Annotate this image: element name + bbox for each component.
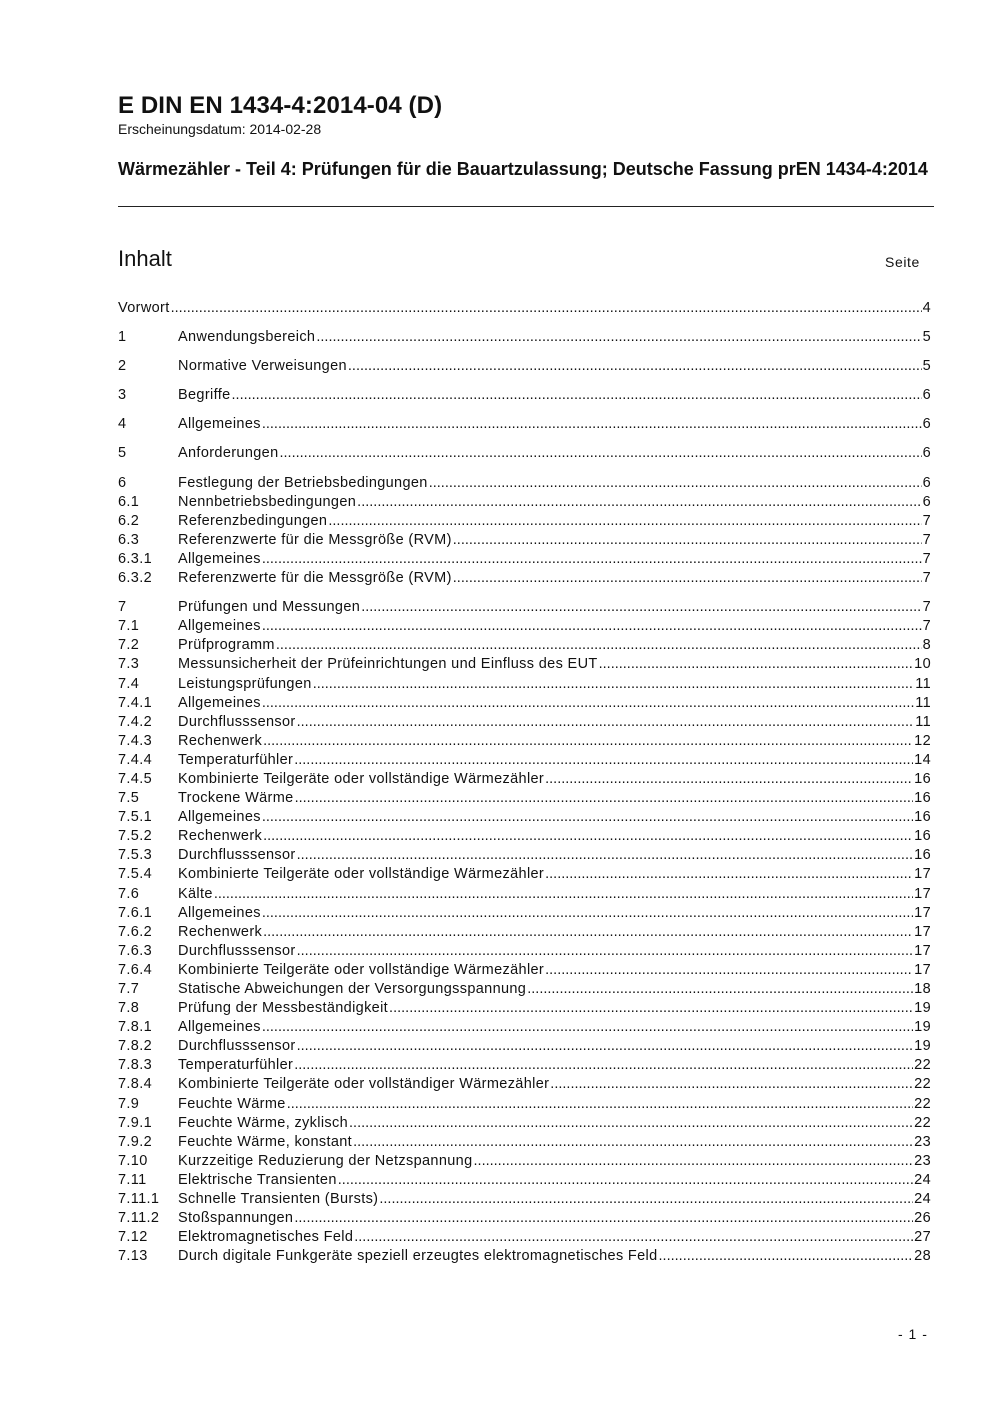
toc-entry-page: 6 xyxy=(922,416,931,433)
toc-entry-number: 7.6.4 xyxy=(118,961,152,978)
toc-entry-page: 28 xyxy=(914,1248,931,1265)
toc-dot-leader xyxy=(297,1038,914,1054)
document-id: E DIN EN 1434-4:2014-04 (D) xyxy=(118,92,443,119)
toc-entry-number: 3 xyxy=(118,387,127,404)
toc-entry-page: 11 xyxy=(915,694,931,711)
toc-entry[interactable] xyxy=(118,1019,931,1038)
toc-entry-page: 24 xyxy=(914,1191,931,1208)
toc-entry[interactable] xyxy=(118,551,931,570)
toc-dot-leader xyxy=(429,475,922,491)
toc-entry-number: 7.5 xyxy=(118,790,140,807)
toc-entry[interactable] xyxy=(118,847,931,866)
toc-dot-leader xyxy=(262,416,922,432)
toc-entry-label: Durchflusssensor xyxy=(178,942,296,959)
toc-dot-leader xyxy=(349,1115,913,1131)
toc-dot-leader xyxy=(357,494,921,510)
toc-entry-label: Trockene Wärme xyxy=(178,790,294,807)
toc-heading: Inhalt xyxy=(118,246,172,271)
toc-entry[interactable] xyxy=(118,1076,931,1095)
toc-entry-number: 2 xyxy=(118,358,127,375)
toc-entry-label: Normative Verweisungen xyxy=(178,358,347,375)
toc-entry[interactable] xyxy=(118,445,931,464)
toc-entry[interactable] xyxy=(118,329,931,348)
toc-dot-leader xyxy=(294,1210,913,1226)
toc-entry-page: 10 xyxy=(914,656,931,673)
toc-entry[interactable] xyxy=(118,570,931,589)
toc-dot-leader xyxy=(262,551,922,567)
toc-entry[interactable] xyxy=(118,300,931,319)
toc-entry-number: 6.1 xyxy=(118,493,140,510)
toc-entry-label: Kombinierte Teilgeräte oder vollständige Wärmezähler xyxy=(178,961,545,978)
toc-entry-label: Prüfungen und Messungen xyxy=(178,599,361,616)
toc-entry-page: 8 xyxy=(922,637,931,654)
toc-entry-label: Kurzzeitige Reduzierung der Netzspannung xyxy=(178,1152,473,1169)
toc-entry[interactable] xyxy=(118,416,931,435)
toc-entry-label: Kälte xyxy=(178,885,213,902)
toc-entry-label: Feuchte Wärme, zyklisch xyxy=(178,1114,349,1131)
toc-entry-page: 6 xyxy=(922,387,931,404)
toc-entry-label: Begriffe xyxy=(178,387,231,404)
toc-entry-label: Durchflusssensor xyxy=(178,713,296,730)
toc-entry[interactable] xyxy=(118,676,931,695)
toc-entry-page: 19 xyxy=(914,1000,931,1017)
toc-entry-number: 6.3 xyxy=(118,531,140,548)
toc-dot-leader xyxy=(294,752,913,768)
toc-entry[interactable] xyxy=(118,905,931,924)
toc-entry-label: Kombinierte Teilgeräte oder vollständige Wärmezähler xyxy=(178,866,545,883)
toc-entry-number: 7.11 xyxy=(118,1171,147,1188)
toc-entry-page: 7 xyxy=(922,550,931,567)
toc-entry-page: 4 xyxy=(922,300,931,316)
toc-entry[interactable] xyxy=(118,790,931,809)
toc-entry-page: 17 xyxy=(914,885,931,902)
toc-dot-leader xyxy=(262,695,914,711)
toc-entry-number: 6.3.1 xyxy=(118,550,152,567)
toc-entry-label: Allgemeines xyxy=(178,1019,261,1036)
toc-entry[interactable] xyxy=(118,695,931,714)
toc-dot-leader xyxy=(527,981,913,997)
toc-entry-number: 7.9 xyxy=(118,1095,140,1112)
toc-entry-number: 7.8 xyxy=(118,1000,140,1017)
publication-date: Erscheinungsdatum: 2014-02-28 xyxy=(118,121,322,137)
page-number: - 1 - xyxy=(898,1326,928,1342)
toc-entry-page: 18 xyxy=(914,981,931,997)
toc-entry[interactable] xyxy=(118,886,931,905)
toc-entry-label: Allgemeines xyxy=(178,694,261,711)
toc-entry-page: 7 xyxy=(922,512,931,529)
toc-entry-number: 7.4.4 xyxy=(118,751,152,768)
toc-entry-number: 7.9.2 xyxy=(118,1133,152,1150)
toc-entry-page: 17 xyxy=(914,961,931,978)
toc-entry-number: 5 xyxy=(118,445,127,462)
toc-entry-page: 16 xyxy=(914,809,931,826)
toc-entry-page: 5 xyxy=(922,329,931,346)
toc-entry-label: Kombinierte Teilgeräte oder vollständige Wärmezähler xyxy=(178,770,545,787)
toc-entry-label: Referenzwerte für die Messgröße (RVM) xyxy=(178,531,452,548)
toc-entry-label: Temperaturfühler xyxy=(178,751,294,768)
toc-entry-label: Vorwort xyxy=(118,300,170,316)
toc-dot-leader xyxy=(389,1000,913,1016)
document-title: Wärmezähler - Teil 4: Prüfungen für die Bauartzulassung; Deutsche Fassung prEN 1434-4:2014 xyxy=(118,159,928,179)
toc-entry-label: Durchflusssensor xyxy=(178,847,296,864)
toc-entry-label: Rechenwerk xyxy=(178,732,263,749)
toc-entry-page: 17 xyxy=(914,866,931,883)
toc-entry[interactable] xyxy=(118,1115,931,1134)
toc-entry-label: Feuchte Wärme, konstant xyxy=(178,1133,353,1150)
toc-entry-number: 7.6.1 xyxy=(118,904,152,921)
toc-dot-leader xyxy=(171,300,922,316)
toc-entry-page: 16 xyxy=(914,790,931,807)
toc-dot-leader xyxy=(545,866,913,882)
toc-dot-leader xyxy=(214,886,913,902)
toc-dot-leader xyxy=(262,905,913,921)
toc-entry[interactable] xyxy=(118,733,931,752)
toc-entry[interactable] xyxy=(118,1096,931,1115)
toc-entry-label: Schnelle Transienten (Bursts) xyxy=(178,1191,379,1208)
toc-entry-page: 6 xyxy=(922,445,931,462)
toc-dot-leader xyxy=(599,656,914,672)
toc-entry-page: 16 xyxy=(914,770,931,787)
toc-entry-number: 6.3.2 xyxy=(118,570,152,587)
toc-entry-number: 7.13 xyxy=(118,1248,148,1265)
toc-entry-label: Elektromagnetisches Feld xyxy=(178,1229,354,1246)
toc-entry-label: Referenzbedingungen xyxy=(178,512,328,529)
toc-entry[interactable] xyxy=(118,1172,931,1191)
toc-entry-label: Allgemeines xyxy=(178,550,261,567)
toc-dot-leader xyxy=(280,445,922,461)
toc-entry[interactable] xyxy=(118,1134,931,1153)
toc-entry-label: Rechenwerk xyxy=(178,923,263,940)
toc-entry[interactable] xyxy=(118,962,931,981)
toc-entry[interactable] xyxy=(118,981,931,1000)
toc-entry-page: 17 xyxy=(914,923,931,940)
toc-entry-label: Allgemeines xyxy=(178,904,261,921)
toc-entry[interactable] xyxy=(118,599,931,618)
toc-entry[interactable] xyxy=(118,1000,931,1019)
toc-entry[interactable] xyxy=(118,1153,931,1172)
toc-entry-number: 7.6 xyxy=(118,885,140,902)
toc-entry-page: 22 xyxy=(914,1114,931,1131)
toc-entry-page: 22 xyxy=(914,1057,931,1074)
toc-entry[interactable] xyxy=(118,387,931,406)
toc-entry[interactable] xyxy=(118,866,931,885)
toc-entry[interactable] xyxy=(118,637,931,656)
toc-entry-label: Nennbetriebsbedingungen xyxy=(178,493,357,510)
toc-entry-number: 7.2 xyxy=(118,637,140,654)
toc-dot-leader xyxy=(294,1057,913,1073)
toc-entry[interactable] xyxy=(118,1210,931,1229)
toc-dot-leader xyxy=(287,1096,913,1112)
toc-entry[interactable] xyxy=(118,656,931,675)
toc-dot-leader xyxy=(379,1191,913,1207)
toc-entry-page: 11 xyxy=(915,713,931,730)
toc-dot-leader xyxy=(295,790,914,806)
toc-entry-page: 6 xyxy=(922,493,931,510)
toc-entry[interactable] xyxy=(118,809,931,828)
toc-dot-leader xyxy=(313,676,915,692)
toc-entry[interactable] xyxy=(118,1229,931,1248)
toc-entry[interactable] xyxy=(118,828,931,847)
toc-entry-number: 7.12 xyxy=(118,1229,148,1246)
toc-entry[interactable] xyxy=(118,475,931,494)
toc-dot-leader xyxy=(659,1248,914,1264)
toc-entry-label: Prüfung der Messbeständigkeit xyxy=(178,1000,389,1017)
toc-entry-page: 7 xyxy=(922,618,931,635)
toc-dot-leader xyxy=(263,733,913,749)
toc-entry-number: 6.2 xyxy=(118,512,140,529)
toc-dot-leader xyxy=(297,943,914,959)
toc-entry-label: Kombinierte Teilgeräte oder vollständiger Wärmezähler xyxy=(178,1076,550,1093)
toc-entry-number: 7.5.1 xyxy=(118,809,152,826)
toc-entry-label: Festlegung der Betriebsbedingungen xyxy=(178,474,428,491)
toc-dot-leader xyxy=(354,1229,913,1245)
toc-entry-label: Durch digitale Funkgeräte speziell erzeugtes elektromagnetisches Feld xyxy=(178,1248,658,1265)
toc-entry-page: 26 xyxy=(914,1210,931,1227)
toc-entry-page: 23 xyxy=(914,1152,931,1169)
toc-dot-leader xyxy=(550,1076,913,1092)
toc-entry[interactable] xyxy=(118,494,931,513)
toc-entry-number: 7.9.1 xyxy=(118,1114,152,1131)
toc-dot-leader xyxy=(276,637,922,653)
title-divider xyxy=(118,206,934,207)
toc-entry-label: Feuchte Wärme xyxy=(178,1095,286,1112)
toc-entry-page: 11 xyxy=(915,675,931,692)
toc-entry-number: 7.10 xyxy=(118,1152,148,1169)
toc-entry-page: 16 xyxy=(914,847,931,864)
toc-entry-page: 19 xyxy=(914,1019,931,1036)
toc-entry-page: 24 xyxy=(914,1171,931,1188)
toc-dot-leader xyxy=(297,847,914,863)
toc-entry-label: Allgemeines xyxy=(178,618,261,635)
toc-entry-label: Anwendungsbereich xyxy=(178,329,316,346)
toc-entry-page: 17 xyxy=(914,942,931,959)
toc-entry-number: 7.11.2 xyxy=(118,1210,160,1227)
toc-dot-leader xyxy=(338,1172,913,1188)
toc-entry-label: Statische Abweichungen der Versorgungsspannung xyxy=(178,981,527,997)
toc-entry[interactable] xyxy=(118,1057,931,1076)
toc-page-column-label: Seite xyxy=(885,254,920,270)
toc-entry-label: Anforderungen xyxy=(178,445,279,462)
toc-entry-label: Allgemeines xyxy=(178,416,261,433)
toc-dot-leader xyxy=(328,513,921,529)
toc-dot-leader xyxy=(263,828,913,844)
toc-entry[interactable] xyxy=(118,532,931,551)
toc-entry-label: Referenzwerte für die Messgröße (RVM) xyxy=(178,570,452,587)
toc-dot-leader xyxy=(353,1134,913,1150)
toc-entry-number: 7 xyxy=(118,599,127,616)
toc-entry-page: 22 xyxy=(914,1076,931,1093)
toc-entry-label: Allgemeines xyxy=(178,809,261,826)
toc-entry-number: 7.4.1 xyxy=(118,694,152,711)
toc-entry[interactable] xyxy=(118,1248,931,1267)
toc-dot-leader xyxy=(474,1153,914,1169)
toc-entry-number: 7.4 xyxy=(118,675,140,692)
toc-entry-page: 7 xyxy=(922,599,931,616)
toc-entry[interactable] xyxy=(118,943,931,962)
toc-entry-number: 7.8.2 xyxy=(118,1038,152,1055)
toc-entry[interactable] xyxy=(118,752,931,771)
toc-dot-leader xyxy=(453,570,922,586)
toc-entry-page: 22 xyxy=(914,1095,931,1112)
toc-entry-number: 7.5.4 xyxy=(118,866,152,883)
toc-entry[interactable] xyxy=(118,924,931,943)
toc-entry-page: 27 xyxy=(914,1229,931,1246)
toc-entry-page: 23 xyxy=(914,1133,931,1150)
toc-entry[interactable] xyxy=(118,618,931,637)
toc-entry-number: 7.4.3 xyxy=(118,732,152,749)
toc-dot-leader xyxy=(453,532,922,548)
toc-entry[interactable] xyxy=(118,513,931,532)
toc-entry[interactable] xyxy=(118,1191,931,1210)
toc-entry-page: 17 xyxy=(914,904,931,921)
toc-entry-label: Temperaturfühler xyxy=(178,1057,294,1074)
toc-entry-number: 7.6.3 xyxy=(118,942,152,959)
toc-entry-number: 1 xyxy=(118,329,127,346)
toc-dot-leader xyxy=(316,329,921,345)
toc-entry-page: 16 xyxy=(914,828,931,845)
toc-entry-number: 7.8.3 xyxy=(118,1057,152,1074)
toc-entry-number: 7.4.5 xyxy=(118,770,152,787)
toc-entry-label: Elektrische Transienten xyxy=(178,1171,337,1188)
toc-entry[interactable] xyxy=(118,1038,931,1057)
toc-entry-number: 7.5.3 xyxy=(118,847,152,864)
toc-entry[interactable] xyxy=(118,714,931,733)
toc-entry-label: Stoßspannungen xyxy=(178,1210,294,1227)
toc-entry-label: Durchflusssensor xyxy=(178,1038,296,1055)
toc-entry-number: 7.5.2 xyxy=(118,828,152,845)
toc-entry-number: 7.8.4 xyxy=(118,1076,152,1093)
toc-entry-label: Rechenwerk xyxy=(178,828,263,845)
toc-entry-label: Messunsicherheit der Prüfeinrichtungen und Einfluss des EUT xyxy=(178,656,598,673)
toc-dot-leader xyxy=(232,387,922,403)
toc-entry-number: 7.11.1 xyxy=(118,1191,160,1208)
toc-dot-leader xyxy=(348,358,922,374)
toc-dot-leader xyxy=(262,618,922,634)
toc-dot-leader xyxy=(262,1019,913,1035)
table-of-contents xyxy=(118,300,931,1267)
toc-dot-leader xyxy=(262,809,913,825)
toc-entry-number: 7.8.1 xyxy=(118,1019,152,1036)
toc-entry-label: Leistungsprüfungen xyxy=(178,675,312,692)
toc-entry-label: Prüfprogramm xyxy=(178,637,275,654)
toc-dot-leader xyxy=(297,714,915,730)
toc-entry-page: 5 xyxy=(922,358,931,375)
toc-entry-page: 12 xyxy=(914,732,931,749)
toc-entry-page: 7 xyxy=(922,531,931,548)
toc-entry-number: 7.4.2 xyxy=(118,713,152,730)
toc-entry-number: 7.3 xyxy=(118,656,140,673)
toc-entry-number: 7.6.2 xyxy=(118,923,152,940)
toc-entry[interactable] xyxy=(118,771,931,790)
toc-dot-leader xyxy=(545,771,913,787)
toc-dot-leader xyxy=(545,962,913,978)
toc-entry-page: 6 xyxy=(922,474,931,491)
toc-entry[interactable] xyxy=(118,358,931,377)
toc-entry-number: 7.1 xyxy=(118,618,140,635)
toc-dot-leader xyxy=(263,924,913,940)
toc-entry-page: 7 xyxy=(922,570,931,587)
toc-entry-page: 14 xyxy=(914,751,931,768)
toc-entry-number: 6 xyxy=(118,474,127,491)
toc-entry-number: 7.7 xyxy=(118,981,140,997)
toc-entry-page: 19 xyxy=(914,1038,931,1055)
toc-entry-number: 4 xyxy=(118,416,127,433)
toc-dot-leader xyxy=(361,599,921,615)
